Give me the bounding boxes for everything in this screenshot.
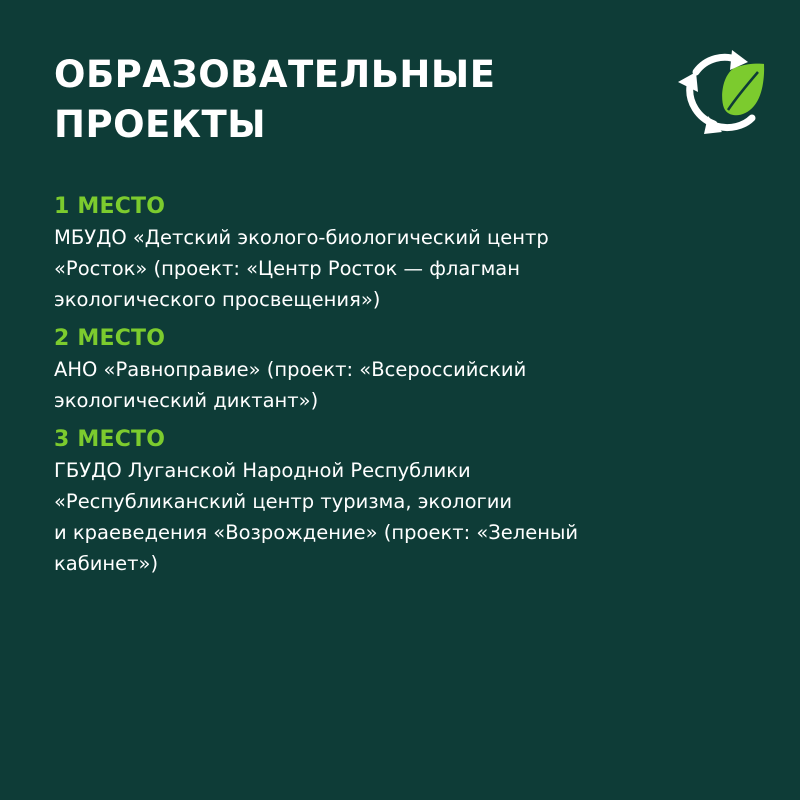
winner-entry-1 bbox=[54, 191, 754, 315]
winner-entry-2 bbox=[54, 323, 754, 416]
winner-text-line: «Республиканский центр туризма, экологии bbox=[54, 490, 513, 513]
winner-text-line: МБУДО «Детский эколого-биологический центр bbox=[54, 226, 549, 249]
winner-description bbox=[54, 222, 754, 315]
winner-description bbox=[54, 354, 754, 416]
winner-text-line: «Росток» (проект: «Центр Росток — флагман bbox=[54, 257, 520, 280]
winner-text-line: экологический диктант») bbox=[54, 389, 319, 412]
winner-text-line: ГБУДО Луганской Народной Республики bbox=[54, 459, 471, 482]
winners-list bbox=[54, 191, 754, 587]
place-label: 2 МЕСТО bbox=[54, 326, 166, 351]
winner-text-line: и краеведения «Возрождение» (проект: «Зеленый bbox=[54, 521, 579, 544]
winner-text-line: экологического просвещения») bbox=[54, 288, 381, 311]
winner-entry-3 bbox=[54, 424, 754, 579]
title-line-2: ПРОЕКТЫ bbox=[54, 103, 267, 146]
page-title bbox=[54, 50, 614, 150]
recycle-leaf-icon bbox=[674, 42, 768, 136]
winner-description bbox=[54, 455, 754, 579]
place-label: 1 МЕСТО bbox=[54, 194, 166, 219]
winner-text-line: кабинет») bbox=[54, 552, 159, 575]
place-label: 3 МЕСТО bbox=[54, 427, 166, 452]
winner-text-line: АНО «Равноправие» (проект: «Всероссийский bbox=[54, 358, 527, 381]
title-line-1: ОБРАЗОВАТЕЛЬНЫЕ bbox=[54, 53, 496, 96]
